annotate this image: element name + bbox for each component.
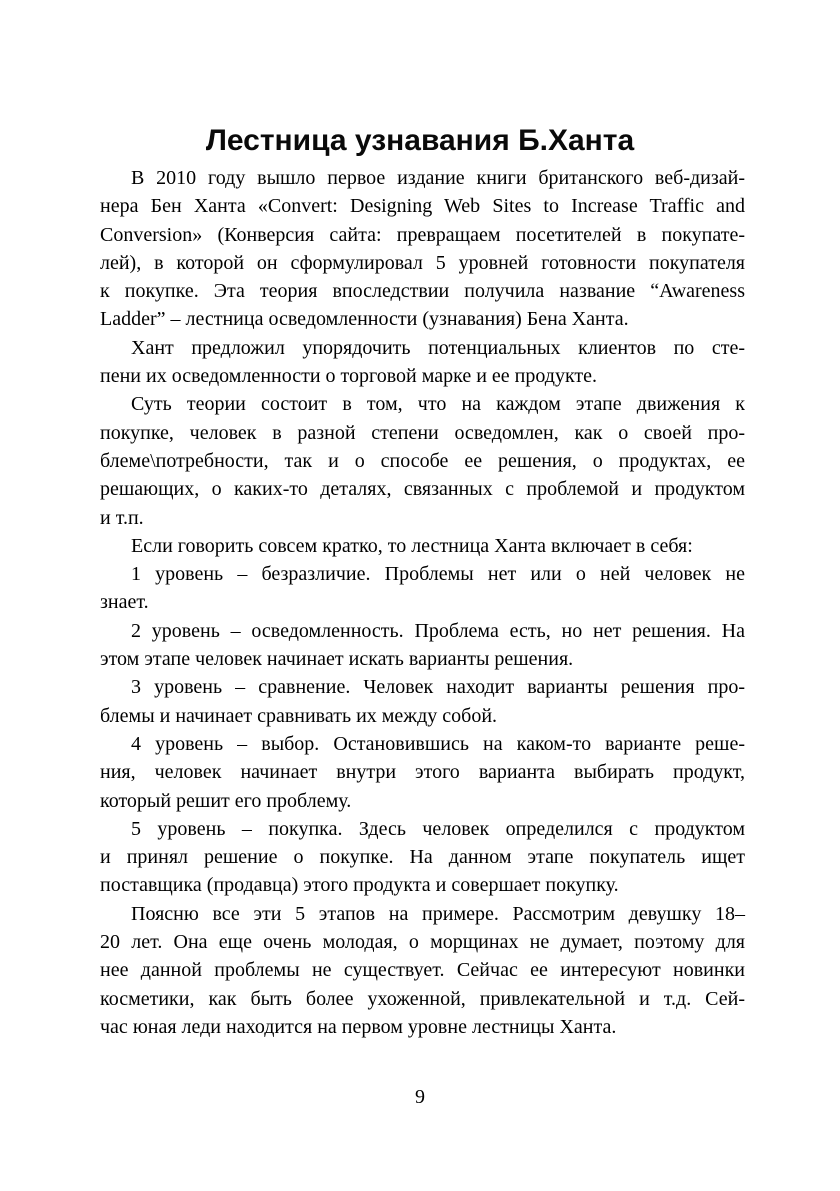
- page-title: Лестница узнавания Б.Ханта: [205, 124, 635, 158]
- paragraph-example: [100, 900, 745, 1041]
- paragraph-level-4: [100, 730, 745, 815]
- text-line: Conversion» (Конверсия сайта: превращаем посетителей в покупате-: [100, 223, 745, 246]
- text-line: покупке, человек в разной степени осведомлен, как о своей про-: [100, 421, 745, 444]
- body-text: [100, 164, 745, 1041]
- text-line: 3 уровень – сравнение. Человек находит варианты решения про-: [131, 676, 745, 699]
- text-line: ния, человек начинает внутри этого варианта выбирать продукт,: [100, 761, 745, 784]
- text-line: Ladder” – лестница осведомленности (узнавания) Бена Ханта.: [100, 308, 629, 331]
- text-line: этом этапе человек начинает искать варианты решения.: [100, 648, 574, 671]
- text-line: к покупке. Эта теория впоследствии получила название “Awareness: [100, 280, 745, 303]
- paragraph-hunt-proposal: [100, 334, 745, 391]
- text-line: поставщика (продавца) этого продукта и совершает покупку.: [100, 874, 619, 897]
- text-line: Поясню все эти 5 этапов на примере. Рассмотрим девушку 18–: [131, 902, 745, 925]
- paragraph-level-2: [100, 617, 745, 674]
- text-line: Если говорить совсем кратко, то лестница Ханта включает в себя:: [131, 534, 693, 557]
- text-line: 1 уровень – безразличие. Проблемы нет или о ней человек не: [131, 563, 745, 586]
- text-line: час юная леди находится на первом уровне лестницы Ханта.: [100, 1015, 617, 1038]
- text-line: косметики, как быть более ухоженной, привлекательной и т.д. Сей-: [100, 987, 745, 1010]
- text-line: пени их осведомленности о торговой марке и ее продукте.: [100, 365, 598, 388]
- paragraph-ladder-summary: [100, 532, 745, 560]
- paragraph-theory-essence: [100, 390, 745, 531]
- text-line: нее данной проблемы не существует. Сейчас ее интересуют новинки: [100, 959, 745, 982]
- text-line: лей), в которой он сформулировал 5 уровней готовности покупателя: [100, 251, 745, 274]
- page-number: 9: [415, 1086, 425, 1108]
- text-line: который решит его проблему.: [100, 789, 352, 812]
- text-line: блемы и начинает сравнивать их между собой.: [100, 704, 498, 727]
- text-line: В 2010 году вышло первое издание книги британского веб-дизай-: [131, 167, 745, 189]
- paragraph-level-3: [100, 673, 745, 730]
- text-line: Хант предложил упорядочить потенциальных клиентов по сте-: [131, 336, 745, 359]
- paragraph-level-1: [100, 560, 745, 617]
- paragraph-intro: [100, 164, 745, 334]
- text-line: решающих, о каких-то деталях, связанных с проблемой и продуктом: [100, 478, 745, 501]
- paragraph-level-5: [100, 815, 745, 900]
- text-line: Суть теории состоит в том, что на каждом этапе движения к: [131, 393, 745, 416]
- text-line: блеме\потребности, так и о способе ее решения, о продуктах, ее: [100, 449, 745, 472]
- text-line: знает.: [100, 591, 149, 614]
- text-line: 20 лет. Она еще очень молодая, о морщинах не думает, поэтому для: [100, 931, 745, 954]
- text-line: и принял решение о покупке. На данном этапе покупатель ищет: [100, 846, 745, 869]
- text-line: 2 уровень – осведомленность. Проблема есть, но нет решения. На: [131, 619, 745, 642]
- text-line: 4 уровень – выбор. Остановившись на каком-то варианте реше-: [131, 732, 745, 755]
- text-line: 5 уровень – покупка. Здесь человек определился с продуктом: [131, 817, 745, 840]
- text-line: и т.п.: [100, 506, 144, 529]
- text-line: нера Бен Ханта «Convert: Designing Web Sites to Increase Traffic and: [100, 195, 745, 218]
